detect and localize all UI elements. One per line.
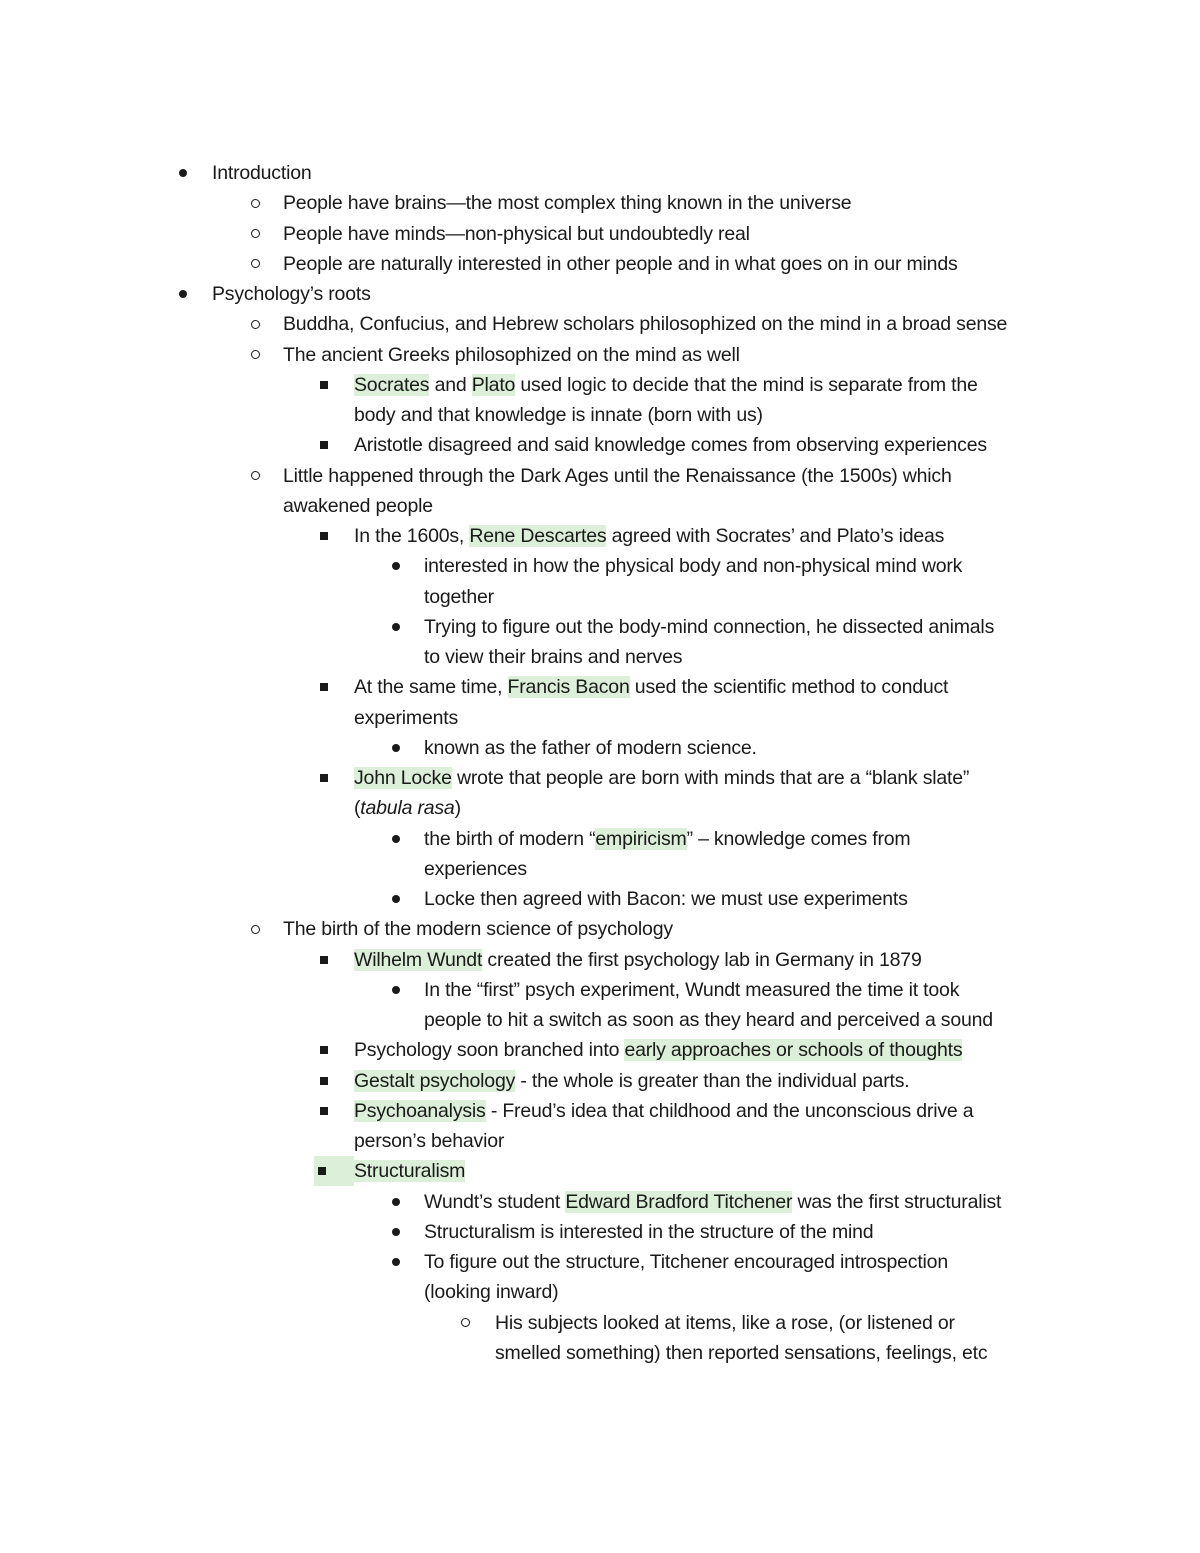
- outline-text: People have brains—the most complex thing known in the universe: [283, 192, 852, 215]
- square-bullet-icon: [314, 1096, 334, 1126]
- outline-text: experiments: [354, 706, 459, 729]
- outline-text: Locke then agreed with Bacon: we must use experiments: [424, 888, 908, 910]
- highlighted-term: Gestalt psychology: [354, 1069, 516, 1092]
- outline-text: [354, 763, 969, 793]
- outline-text: [354, 672, 948, 702]
- outline-text: [354, 945, 922, 975]
- outline-text: People are naturally interested in other people and in what goes on in our minds: [283, 252, 958, 275]
- outline-text: people to hit a switch as soon as they heard and perceived a sound: [424, 1009, 993, 1031]
- outline-text: [354, 793, 461, 823]
- text-segment: agreed with Socrates’ and Plato’s ideas: [606, 525, 945, 547]
- disc-bullet-icon: [173, 279, 193, 309]
- text-segment: ” – knowledge comes from: [686, 827, 911, 850]
- outline-text: [354, 1096, 973, 1126]
- disc-bullet-icon: [386, 1217, 406, 1247]
- outline-text: [354, 1156, 465, 1186]
- outline-text: awakened people: [283, 494, 433, 517]
- outline-text: [354, 1066, 909, 1096]
- circle-bullet-icon: [245, 340, 265, 370]
- highlighted-term: Wilhelm Wundt: [354, 948, 483, 971]
- text-segment: Psychology soon branched into: [354, 1039, 625, 1062]
- outline-text: Trying to figure out the body-mind connection, he dissected animals: [424, 615, 995, 638]
- outline-text: to view their brains and nerves: [424, 646, 683, 668]
- square-bullet-icon: [314, 763, 334, 793]
- text-segment: created the first psychology lab in Germany in 1879: [482, 948, 922, 971]
- outline-text: Aristotle disagreed and said knowledge comes from observing experiences: [354, 434, 987, 457]
- outline-text: interested in how the physical body and non-physical mind work: [424, 555, 963, 578]
- text-segment: tabula rasa: [360, 797, 455, 820]
- text-segment: ): [454, 797, 461, 820]
- circle-bullet-icon: [245, 309, 265, 339]
- text-segment: In the 1600s,: [354, 525, 470, 547]
- outline-text: smelled something) then reported sensations, feelings, etc: [495, 1341, 988, 1364]
- square-bullet-icon: [314, 672, 334, 702]
- text-segment: Wundt’s student: [424, 1190, 566, 1213]
- text-segment: - the whole is greater than the individual parts.: [515, 1069, 910, 1092]
- outline-text: [354, 521, 944, 551]
- outline-text: person’s behavior: [354, 1130, 505, 1152]
- disc-bullet-icon: [386, 551, 406, 581]
- highlighted-term: Structuralism: [354, 1160, 466, 1183]
- outline-text: [424, 824, 910, 854]
- circle-bullet-icon: [245, 188, 265, 218]
- highlighted-term: Rene Descartes: [469, 525, 607, 547]
- highlighted-term: Edward Bradford Titchener: [565, 1190, 793, 1213]
- circle-bullet-icon: [455, 1308, 475, 1338]
- disc-bullet-icon: [386, 733, 406, 763]
- circle-bullet-icon: [245, 249, 265, 279]
- disc-bullet-icon: [386, 824, 406, 854]
- text-segment: the birth of modern “: [424, 827, 596, 850]
- square-bullet-icon: [314, 521, 334, 551]
- outline-text: Psychology’s roots: [212, 283, 371, 305]
- outline-text: The ancient Greeks philosophized on the mind as well: [283, 343, 740, 366]
- outline-text: In the “first” psych experiment, Wundt measured the time it took: [424, 978, 960, 1001]
- disc-bullet-icon: [386, 975, 406, 1005]
- highlighted-term: Plato: [471, 373, 516, 396]
- disc-bullet-icon: [386, 1247, 406, 1277]
- square-bullet-icon: [314, 1035, 334, 1065]
- square-bullet-icon: [314, 370, 334, 400]
- outline-text: [354, 370, 978, 400]
- text-segment: and: [429, 373, 472, 396]
- square-bullet-icon: [314, 430, 334, 460]
- outline-text: experiences: [424, 857, 527, 880]
- outline-text: The birth of the modern science of psychology: [283, 918, 673, 941]
- outline-text: (looking inward): [424, 1281, 559, 1304]
- disc-bullet-icon: [386, 1187, 406, 1217]
- square-bullet-icon: [314, 1066, 334, 1096]
- highlighted-term: John Locke: [354, 767, 452, 789]
- disc-bullet-icon: [386, 884, 406, 914]
- text-segment: was the first structuralist: [792, 1190, 1002, 1213]
- outline-text: together: [424, 585, 494, 608]
- highlighted-term: empiricism: [595, 827, 687, 850]
- outline-text: [354, 1035, 962, 1065]
- outline-text: People have minds—non-physical but undoubtedly real: [283, 222, 750, 245]
- outline-text: body and that knowledge is innate (born with us): [354, 404, 763, 426]
- circle-bullet-icon: [245, 914, 265, 944]
- outline-text: Structuralism is interested in the structure of the mind: [424, 1220, 874, 1243]
- highlighted-term: early approaches or schools of thoughts: [624, 1039, 963, 1062]
- highlighted-term: Socrates: [354, 373, 430, 396]
- text-segment: wrote that people are born with minds that are a “blank slate”: [451, 767, 970, 789]
- outline-text: known as the father of modern science.: [424, 736, 757, 759]
- text-segment: used logic to decide that the mind is separate from the: [515, 373, 978, 396]
- text-segment: - Freud’s idea that childhood and the unconscious drive a: [485, 1099, 974, 1122]
- outline-text: Buddha, Confucius, and Hebrew scholars philosophized on the mind in a broad sense: [283, 313, 1008, 336]
- outline-text: Introduction: [212, 162, 312, 184]
- text-segment: used the scientific method to conduct: [629, 676, 949, 699]
- highlighted-term: Psychoanalysis: [354, 1099, 486, 1122]
- outline-text: [424, 1187, 1001, 1217]
- square-bullet-icon: [314, 1156, 354, 1186]
- highlighted-term: Francis Bacon: [507, 676, 630, 699]
- circle-bullet-icon: [245, 461, 265, 491]
- text-segment: At the same time,: [354, 676, 508, 699]
- outline-text: Little happened through the Dark Ages until the Renaissance (the 1500s) which: [283, 464, 952, 487]
- disc-bullet-icon: [386, 612, 406, 642]
- outline-text: His subjects looked at items, like a rose, (or listened or: [495, 1311, 955, 1334]
- disc-bullet-icon: [173, 158, 193, 188]
- circle-bullet-icon: [245, 219, 265, 249]
- square-bullet-icon: [314, 945, 334, 975]
- text-segment: (: [354, 797, 361, 820]
- outline-text: To figure out the structure, Titchener encouraged introspection: [424, 1251, 948, 1273]
